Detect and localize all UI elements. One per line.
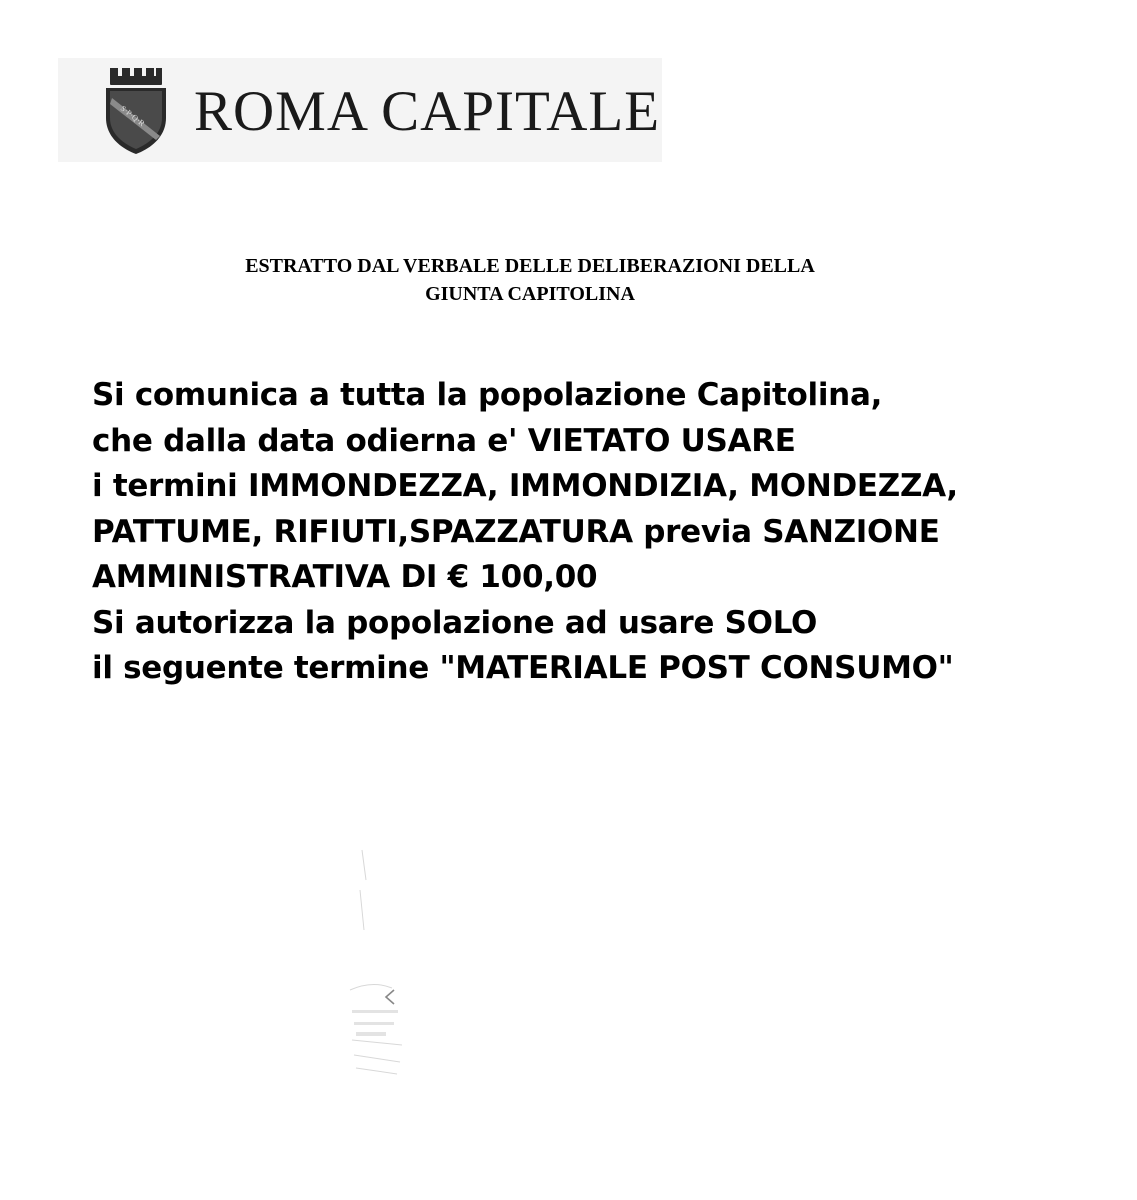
notice-line: Si autorizza la popolazione ad usare SOLO <box>92 604 818 641</box>
notice-line: i termini IMMONDEZZA, IMMONDIZIA, MONDEZZA, <box>92 468 958 504</box>
notice-line: il seguente termine "MATERIALE POST CONSUMO" <box>92 650 954 686</box>
roma-capitale-shield-icon <box>100 66 172 156</box>
notice-line: che dalla data odierna e' VIETATO USARE <box>92 422 796 459</box>
notice-line: AMMINISTRATIVA DI € 100,00 <box>92 559 598 595</box>
heading-line-2: GIUNTA CAPITOLINA <box>425 283 635 305</box>
faded-stamp-remnant <box>342 840 414 1080</box>
notice-line: Si comunica a tutta la popolazione Capitolina, <box>92 377 883 413</box>
notice-body <box>92 373 1122 692</box>
logo-wordmark: ROMA CAPITALE <box>194 80 661 143</box>
svg-text:S·P·Q·R: S·P·Q·R <box>118 103 147 129</box>
notice-line: PATTUME, RIFIUTI,SPAZZATURA previa SANZIONE <box>92 513 940 550</box>
heading-line-1: ESTRATTO DAL VERBALE DELLE DELIBERAZIONI DELLA <box>245 255 815 277</box>
document-heading <box>100 252 960 308</box>
